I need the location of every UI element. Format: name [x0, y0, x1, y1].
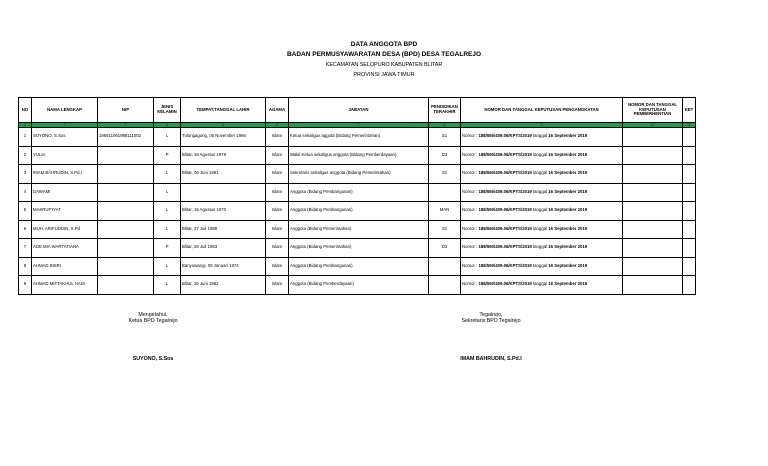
member-dismissal-decree — [623, 239, 683, 258]
decree-num: 188/550/409.06/KPTS/2019 — [478, 133, 532, 139]
member-nip — [98, 165, 154, 184]
decree-prefix: Nomor : — [462, 207, 479, 213]
column-header: PENDIDIKAN TERAKHIR — [429, 98, 461, 123]
member-gender: L — [154, 183, 181, 202]
decree-date: 16 September 2019 — [548, 244, 588, 250]
member-gender: P — [154, 239, 181, 258]
decree-mid: tanggal — [531, 225, 549, 231]
document-subtitle: BADAN PERMUSYAWARATAN DESA (BPD) DESA TEGALREJO — [286, 51, 482, 58]
province-line: PROVINSI JAWA TIMUR — [353, 72, 415, 78]
member-position: Anggota (Bidang Pembangunan) — [289, 202, 429, 221]
column-header: JENIS KELAMIN — [154, 98, 181, 123]
member-birth: Blitar, 15 Agustus 1970 — [181, 202, 266, 221]
column-number: 7 — [289, 123, 429, 128]
member-birth: Blitar, 26 Juni 1982 — [181, 276, 266, 295]
decree-date: 16 September 2019 — [548, 133, 588, 139]
decree-prefix: Nomor : — [462, 133, 479, 139]
column-header: NOMOR DAN TANGGAL KEPUTUSAN PENGANGKATAN — [461, 98, 623, 123]
member-education: S1 — [429, 220, 461, 239]
member-birth: Blitar, 26 Juli 1983 — [181, 239, 266, 258]
member-birth: Tulungagung, 06 November 1966 — [181, 128, 266, 147]
member-religion: Islam — [266, 239, 289, 258]
row-number: 6 — [19, 220, 32, 239]
column-number: 10 — [623, 123, 683, 128]
member-position: Anggota (Bidang Pemberdayaan) — [289, 276, 429, 295]
member-position: Anggota (Bidang Pembangunan) — [289, 183, 429, 202]
member-religion: Islam — [266, 146, 289, 165]
member-religion: Islam — [266, 128, 289, 147]
row-number: 8 — [19, 257, 32, 276]
member-note — [683, 202, 696, 221]
decree-num: 188/550/409.06/KPTS/2019 — [478, 207, 532, 213]
member-note — [683, 183, 696, 202]
member-position: Ketua sekaligus aggota (Bidang Pemerintahan) — [289, 128, 429, 147]
table-row — [19, 239, 696, 258]
left-signature-name: SUYONO, S.Sos — [132, 356, 174, 362]
member-gender: L — [154, 202, 181, 221]
member-nip: 196611061988111002 — [98, 128, 154, 147]
table-row — [19, 202, 696, 221]
member-birth — [181, 183, 266, 202]
member-birth: Banyuwangi, 08 Januari 1974 — [181, 257, 266, 276]
decree-num: 188/550/409.06/KPTS/2019 — [478, 244, 532, 250]
column-header: NIP — [98, 98, 154, 123]
document-title: DATA ANGGOTA BPD — [350, 41, 418, 48]
column-header: NO — [19, 98, 32, 123]
district-line: KECAMATAN SELOPURO KABUPATEN BLITAR — [325, 62, 443, 68]
member-gender: L — [154, 276, 181, 295]
right-signature-caption: Tegalrejo, — [479, 312, 503, 318]
member-position: Wakil Ketua sekaligus anggota (Bidang Pemberdayaan) — [289, 146, 429, 165]
table-row — [19, 257, 696, 276]
row-number: 3 — [19, 165, 32, 184]
member-religion: Islam — [266, 257, 289, 276]
member-dismissal-decree — [623, 276, 683, 295]
decree-mid: tanggal — [531, 244, 549, 250]
member-religion: Islam — [266, 220, 289, 239]
member-name: YULIA — [32, 146, 98, 165]
decree-mid: tanggal — [531, 207, 549, 213]
member-note — [683, 239, 696, 258]
row-number: 1 — [19, 128, 32, 147]
member-gender: P — [154, 146, 181, 165]
member-appointment-decree — [461, 276, 623, 295]
column-header: TEMPAT,TANGGAL LAHIR — [181, 98, 266, 123]
decree-num: 188/550/409.06/KPTS/2019 — [478, 281, 532, 287]
member-nip — [98, 202, 154, 221]
column-number: 2 — [32, 123, 98, 128]
member-dismissal-decree — [623, 257, 683, 276]
member-gender: L — [154, 128, 181, 147]
member-position: Anggota (Bidang Pemerintahan) — [289, 220, 429, 239]
row-number: 2 — [19, 146, 32, 165]
right-signature-name: IMAM BAHRUDIN, S.Pd.I — [460, 356, 522, 362]
decree-mid: tanggal — [531, 133, 549, 139]
member-name: MAKRUF'IYAT — [32, 202, 98, 221]
member-name: DAWAMI — [32, 183, 98, 202]
member-education: S1 — [429, 165, 461, 184]
decree-date: 16 September 2019 — [548, 281, 588, 287]
member-name: AHMAD BISRI — [32, 257, 98, 276]
member-note — [683, 165, 696, 184]
decree-date: 16 September 2019 — [548, 151, 588, 157]
column-number: 6 — [266, 123, 289, 128]
member-education: S1 — [429, 128, 461, 147]
member-position: Anggota (Bidang Pemerintahan) — [289, 239, 429, 258]
member-education — [429, 183, 461, 202]
member-dismissal-decree — [623, 183, 683, 202]
decree-date: 16 September 2019 — [548, 225, 588, 231]
member-nip — [98, 220, 154, 239]
member-name: MUH. ARIFUDDIN, S.Pd — [32, 220, 98, 239]
column-number: 1 — [19, 123, 32, 128]
left-signature-caption: Mengetahui, — [138, 312, 168, 318]
member-gender: L — [154, 165, 181, 184]
decree-prefix: Nomor : — [462, 262, 479, 268]
member-religion: Islam — [266, 165, 289, 184]
decree-mid: tanggal — [531, 281, 549, 287]
member-note — [683, 128, 696, 147]
member-nip — [98, 146, 154, 165]
decree-num: 188/550/409.06/KPTS/2019 — [478, 225, 532, 231]
decree-prefix: Nomor : — [462, 225, 479, 231]
decree-num: 188/550/409.06/KPTS/2019 — [478, 262, 532, 268]
column-header: AGAMA — [266, 98, 289, 123]
table-row — [19, 183, 696, 202]
right-signature-block — [448, 312, 534, 324]
decree-mid: tanggal — [531, 170, 549, 176]
member-appointment-decree — [461, 146, 623, 165]
row-number: 5 — [19, 202, 32, 221]
member-religion: Islam — [266, 202, 289, 221]
table-row — [19, 128, 696, 147]
member-education: D3 — [429, 146, 461, 165]
column-number: 5 — [181, 123, 266, 128]
table-row — [19, 276, 696, 295]
member-education: D3 — [429, 239, 461, 258]
member-appointment-decree — [461, 202, 623, 221]
decree-date: 16 September 2019 — [548, 207, 588, 213]
table-row — [19, 165, 696, 184]
decree-num: 188/550/409.06/KPTS/2019 — [478, 151, 532, 157]
member-name: IMAM BAHRUDIN, S.Pd.I — [32, 165, 98, 184]
member-nip — [98, 276, 154, 295]
column-number: 8 — [429, 123, 461, 128]
member-birth: Blitar, 27 Juli 1989 — [181, 220, 266, 239]
decree-prefix: Nomor : — [462, 188, 479, 194]
table-row — [19, 220, 696, 239]
member-dismissal-decree — [623, 202, 683, 221]
column-number: 9 — [461, 123, 623, 128]
member-education — [429, 276, 461, 295]
member-appointment-decree — [461, 220, 623, 239]
member-position: Sekretaris sekaligus anggota (Bidang Pemerintahan) — [289, 165, 429, 184]
member-note — [683, 220, 696, 239]
decree-prefix: Nomor : — [462, 151, 479, 157]
member-appointment-decree — [461, 128, 623, 147]
member-name: SUYONO, S.Sos — [32, 128, 98, 147]
member-table — [18, 97, 696, 295]
table-row — [19, 146, 696, 165]
decree-num: 188/550/409.06/KPTS/2019 — [478, 188, 532, 194]
decree-date: 16 September 2019 — [548, 170, 588, 176]
decree-mid: tanggal — [531, 151, 549, 157]
member-appointment-decree — [461, 239, 623, 258]
row-number: 7 — [19, 239, 32, 258]
member-appointment-decree — [461, 183, 623, 202]
member-religion: Islam — [266, 276, 289, 295]
member-note — [683, 276, 696, 295]
column-number: 11 — [683, 123, 696, 128]
decree-mid: tanggal — [531, 188, 549, 194]
member-dismissal-decree — [623, 128, 683, 147]
table-header-row — [19, 98, 696, 123]
decree-date: 16 September 2019 — [548, 262, 588, 268]
right-signature-role: Sekretaris BPD Tegalrejo — [461, 318, 521, 324]
member-dismissal-decree — [623, 146, 683, 165]
member-note — [683, 146, 696, 165]
decree-mid: tanggal — [531, 262, 549, 268]
decree-date: 16 September 2019 — [548, 188, 588, 194]
member-name: AHMAD MIFTAKHUL HADI — [32, 276, 98, 295]
member-dismissal-decree — [623, 165, 683, 184]
row-number: 4 — [19, 183, 32, 202]
member-name: ADE MIA WARTATIANA — [32, 239, 98, 258]
member-gender: L — [154, 220, 181, 239]
member-birth: Blitar, 06 Juni 1991 — [181, 165, 266, 184]
column-number: 4 — [154, 123, 181, 128]
column-number: 3 — [98, 123, 154, 128]
left-signature-role: Ketua BPD Tegalrejo — [128, 318, 178, 324]
column-header: JABATAN — [289, 98, 429, 123]
member-gender: L — [154, 257, 181, 276]
member-nip — [98, 239, 154, 258]
member-education: MAN — [429, 202, 461, 221]
decree-prefix: Nomor : — [462, 170, 479, 176]
member-education — [429, 257, 461, 276]
member-position: Anggota (Bidang Pembangunan) — [289, 257, 429, 276]
column-header: NAMA LENGKAP — [32, 98, 98, 123]
member-dismissal-decree — [623, 220, 683, 239]
decree-prefix: Nomor : — [462, 244, 479, 250]
column-header: NOMOR DAN TANGGAL KEPUTUSAN PEMBERHENTIAN — [623, 98, 683, 123]
member-religion: Islam — [266, 183, 289, 202]
row-number: 9 — [19, 276, 32, 295]
member-nip — [98, 183, 154, 202]
member-appointment-decree — [461, 165, 623, 184]
member-birth: Blitar, 18 Agustus 1979 — [181, 146, 266, 165]
member-note — [683, 257, 696, 276]
decree-prefix: Nomor : — [462, 281, 479, 287]
member-appointment-decree — [461, 257, 623, 276]
column-header: KET — [683, 98, 696, 123]
member-nip — [98, 257, 154, 276]
left-signature-block — [120, 312, 186, 324]
decree-num: 188/550/409.06/KPTS/2019 — [478, 170, 532, 176]
